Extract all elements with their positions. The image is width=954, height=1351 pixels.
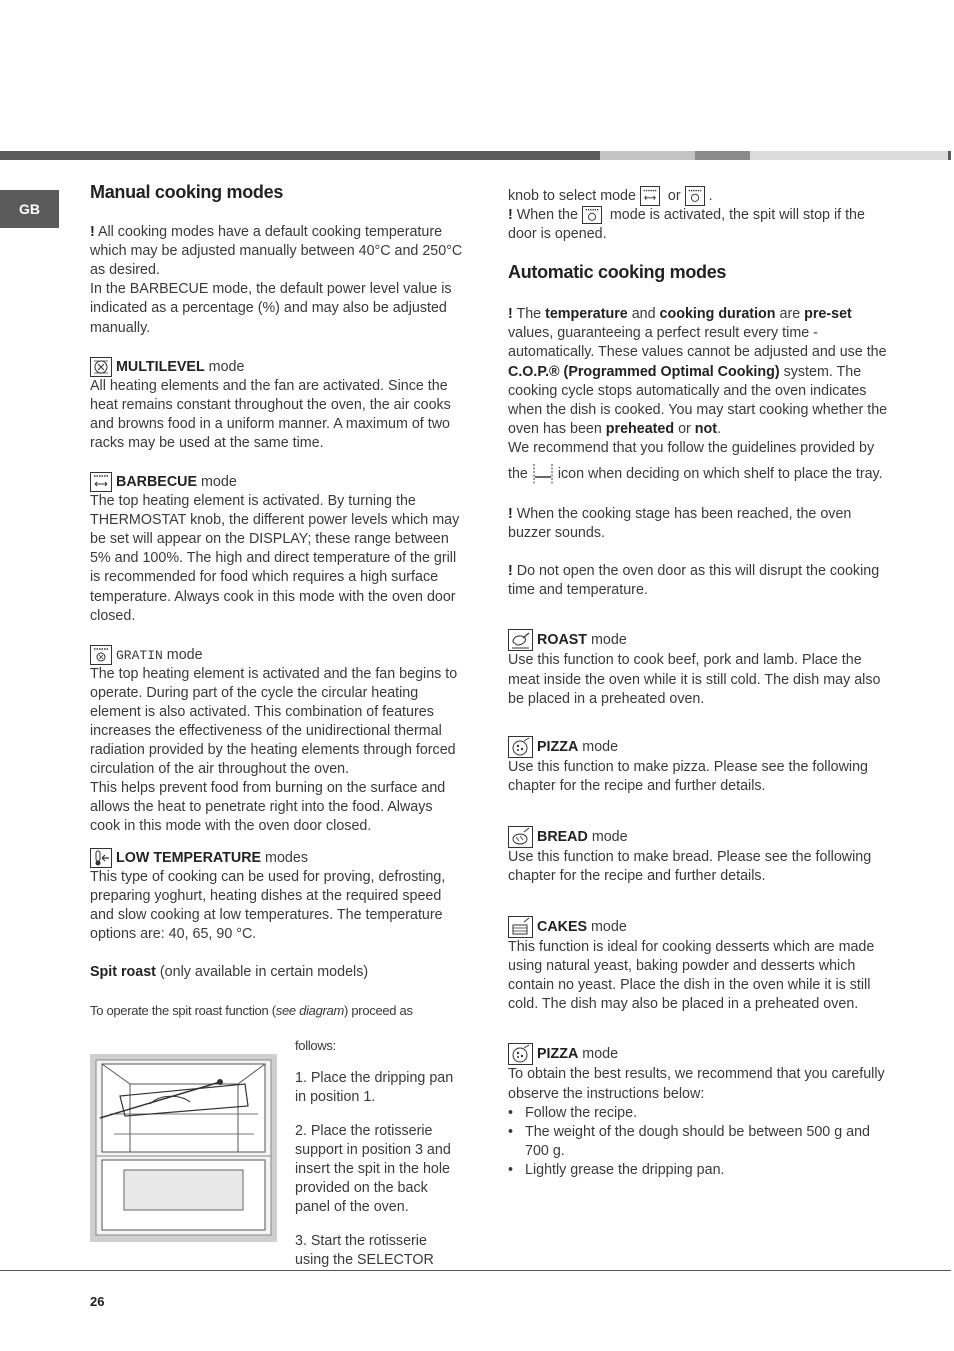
spit-roast-instructions: To operate the spit roast function (see diagram) proceed as <box>90 1003 413 1018</box>
spit-warning: ! When the mode is activated, the spit will stop if the door is opened. <box>508 207 865 243</box>
thermometer-icon <box>90 848 112 868</box>
header-color-bar <box>0 151 954 160</box>
list-item: • Lightly grease the dripping pan. <box>508 1161 888 1180</box>
pizza-tips-text: To obtain the best results, we recommend that you carefully observe the instructions below: <box>508 1066 885 1102</box>
pizza-tips-heading: PIZZA mode <box>508 1043 888 1065</box>
auto-intro: ! The temperature and cooking duration are pre-set values, guaranteeing a perfect result every time - automatically. These values cannot be adjusted and use the C.O.P.® (Programmed Optimal Cooking) system. The cooking cycle stops automatically and the oven indicates when the dish is cooked. You may start cooking whether the oven has been preheated or not. <box>508 306 888 437</box>
pizza-tips-list <box>508 1104 888 1180</box>
spit-roast-follows: follows: <box>295 1038 336 1053</box>
lowtemp-heading: LOW TEMPERATURE modes <box>90 848 466 868</box>
intro-paragraph-2: In the BARBECUE mode, the default power level value is indicated as a percentage (%) and may also be adjusted manually. <box>90 281 452 336</box>
multilevel-text: All heating elements and the fan are activated. Since the heat remains constant throughout the oven, the air cooks and browns food in a uniform manner. A maximum of two racks may be used at the same time. <box>90 377 451 451</box>
section-title-manual: Manual cooking modes <box>90 182 284 202</box>
shelf-icon <box>532 462 554 486</box>
bread-text: Use this function to make bread. Please see the following chapter for the recipe and further details. <box>508 848 872 884</box>
gratin-text-2: This helps prevent food from burning on the surface and allows the heat to penetrate right into the food. Always cook in this mode with the oven door closed. <box>90 780 446 835</box>
pizza-icon <box>508 736 533 758</box>
list-item: • Follow the recipe. <box>508 1104 888 1123</box>
spit-continued: knob to select mode or . <box>508 186 888 206</box>
roast-heading: ROAST mode <box>508 629 888 651</box>
gratin-text: The top heating element is activated and the fan begins to operate. During part of the cycle the circular heating element is also activated. This combination of features increases the effectiveness of the unidirectional thermal radiation provided by the heating elements through forced circulation of the air throughout the oven. <box>90 665 458 778</box>
cakes-text: This function is ideal for cooking desserts which are made using natural yeast, baking powder and desserts which contain no yeast. Place the dish in the oven while it is still cold. The dish may also be placed in a preheated oven. <box>508 939 875 1013</box>
auto-buzzer: ! When the cooking stage has been reached, the oven buzzer sounds. <box>508 506 852 542</box>
barbecue-text: The top heating element is activated. By turning the THERMOSTAT knob, the different power levels which may be set will appear on the DISPLAY; these range between 5% and 100%. The high and direct temperature of the grill is recommended for food which requires a high surface temperature. Always cook in this mode with the oven door closed. <box>90 493 460 624</box>
page-number: 26 <box>90 1294 105 1309</box>
list-item: • The weight of the dough should be between 500 g and 700 g. <box>508 1123 888 1161</box>
pizza-icon <box>508 1043 533 1065</box>
multilevel-heading: MULTILEVEL mode <box>90 357 466 377</box>
right-column <box>508 186 888 1180</box>
list-item: 2. Place the rotisserie support in position 3 and insert the spit in the hole provided on the back panel of the oven. <box>295 1122 451 1216</box>
gratin-icon <box>685 186 705 206</box>
spit-roast-steps <box>295 1055 465 1284</box>
list-item: 1. Place the dripping pan in position 1. <box>295 1070 454 1106</box>
spit-roast-diagram <box>90 1054 277 1242</box>
cakes-heading: CAKES mode <box>508 916 888 938</box>
bread-heading: BREAD mode <box>508 826 888 848</box>
spit-roast-heading: Spit roast (only available in certain models) <box>90 963 369 980</box>
gratin-icon <box>582 206 602 224</box>
pizza-heading: PIZZA mode <box>508 736 888 758</box>
list-item: 3. Start the rotisserie using the SELECTOR <box>295 1232 434 1268</box>
gratin-icon <box>90 645 112 665</box>
barbecue-heading: BARBECUE mode <box>90 472 466 492</box>
intro-paragraph: ! All cooking modes have a default cooking temperature which may be adjusted manually between 40°C and 250°C as desired. <box>90 224 463 279</box>
footer-divider <box>0 1270 951 1271</box>
roast-text: Use this function to cook beef, pork and lamb. Place the meat inside the oven while it is still cold. The dish may also be placed in a preheated oven. <box>508 652 881 707</box>
barbecue-grill-icon <box>90 472 112 492</box>
multilevel-fan-icon <box>90 357 112 377</box>
lowtemp-text: This type of cooking can be used for proving, defrosting, preparing yoghurt, heating dishes at the required speed and slow cooking at low temperatures. The temperature options are: 40, 65, 90 °C. <box>90 868 446 942</box>
gratin-heading: GRATIN mode <box>90 645 466 665</box>
cake-icon <box>508 916 533 938</box>
pizza-text: Use this function to make pizza. Please see the following chapter for the recipe and further details. <box>508 758 868 794</box>
auto-door-warning: ! Do not open the oven door as this will disrupt the cooking time and temperature. <box>508 563 880 599</box>
language-tab: GB <box>0 190 59 228</box>
barbecue-grill-icon <box>640 186 660 206</box>
bread-icon <box>508 826 533 848</box>
left-column <box>90 183 466 1020</box>
auto-shelf: the icon when deciding on which shelf to place the tray. <box>508 462 888 486</box>
auto-guidelines: We recommend that you follow the guidelines provided by <box>508 439 875 456</box>
section-title-automatic: Automatic cooking modes <box>508 262 727 283</box>
roast-icon <box>508 629 533 651</box>
